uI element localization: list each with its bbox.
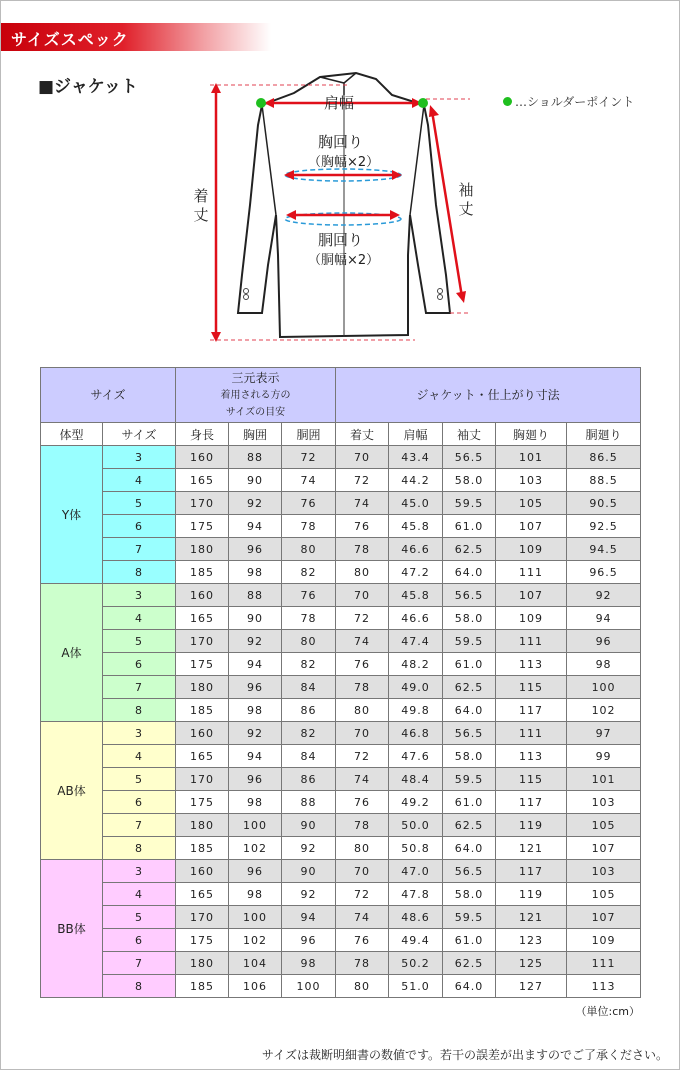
value-cell: 165 xyxy=(176,469,229,492)
value-cell: 106 xyxy=(229,975,282,998)
value-cell: 185 xyxy=(176,699,229,722)
value-cell: 160 xyxy=(176,722,229,745)
value-cell: 72 xyxy=(336,745,389,768)
value-cell: 82 xyxy=(282,653,336,676)
value-cell: 76 xyxy=(336,929,389,952)
table-row xyxy=(41,607,641,630)
value-cell: 59.5 xyxy=(443,768,496,791)
table-row xyxy=(41,630,641,653)
value-cell: 61.0 xyxy=(443,791,496,814)
unit-note: （単位:cm） xyxy=(575,1005,640,1018)
value-cell: 160 xyxy=(176,860,229,883)
value-cell: 62.5 xyxy=(443,538,496,561)
value-cell: 107 xyxy=(567,837,641,860)
value-cell: 51.0 xyxy=(389,975,443,998)
column-header: 胴囲 xyxy=(282,423,336,446)
table-row xyxy=(41,791,641,814)
table-row xyxy=(41,745,641,768)
value-cell: 78 xyxy=(282,515,336,538)
table-row xyxy=(41,722,641,745)
chest-label: 胸回り xyxy=(318,133,364,151)
shoulder-point-dot-icon xyxy=(503,97,512,106)
value-cell: 48.6 xyxy=(389,906,443,929)
value-cell: 88 xyxy=(229,584,282,607)
table-row xyxy=(41,952,641,975)
value-cell: 76 xyxy=(336,653,389,676)
size-cell: 3 xyxy=(103,584,176,607)
value-cell: 90 xyxy=(229,469,282,492)
value-cell: 119 xyxy=(496,814,567,837)
table-row xyxy=(41,515,641,538)
body-type-cell: A体 xyxy=(41,584,103,722)
value-cell: 96 xyxy=(229,676,282,699)
value-cell: 61.0 xyxy=(443,515,496,538)
value-cell: 115 xyxy=(496,676,567,699)
size-cell: 6 xyxy=(103,791,176,814)
value-cell: 90.5 xyxy=(567,492,641,515)
value-cell: 82 xyxy=(282,722,336,745)
table-body xyxy=(41,446,641,998)
table-group-header-row xyxy=(41,368,641,423)
value-cell: 58.0 xyxy=(443,607,496,630)
value-cell: 80 xyxy=(336,699,389,722)
value-cell: 76 xyxy=(336,515,389,538)
value-cell: 58.0 xyxy=(443,745,496,768)
value-cell: 101 xyxy=(567,768,641,791)
value-cell: 170 xyxy=(176,906,229,929)
value-cell: 45.0 xyxy=(389,492,443,515)
value-cell: 100 xyxy=(229,906,282,929)
value-cell: 64.0 xyxy=(443,561,496,584)
value-cell: 105 xyxy=(567,883,641,906)
value-cell: 180 xyxy=(176,814,229,837)
value-cell: 76 xyxy=(282,584,336,607)
value-cell: 84 xyxy=(282,745,336,768)
waist-note: （胴幅×2） xyxy=(308,253,380,268)
size-cell: 4 xyxy=(103,607,176,630)
table-row xyxy=(41,975,641,998)
size-cell: 4 xyxy=(103,745,176,768)
size-cell: 6 xyxy=(103,929,176,952)
size-cell: 3 xyxy=(103,446,176,469)
table-row xyxy=(41,653,641,676)
value-cell: 175 xyxy=(176,929,229,952)
value-cell: 97 xyxy=(567,722,641,745)
value-cell: 92 xyxy=(567,584,641,607)
size-cell: 3 xyxy=(103,860,176,883)
chest-note: （胸幅×2） xyxy=(308,155,380,170)
legend-text: …ショルダーポイント xyxy=(515,95,635,109)
value-cell: 78 xyxy=(336,814,389,837)
value-cell: 50.2 xyxy=(389,952,443,975)
value-cell: 185 xyxy=(176,837,229,860)
value-cell: 105 xyxy=(496,492,567,515)
value-cell: 86 xyxy=(282,768,336,791)
value-cell: 47.2 xyxy=(389,561,443,584)
value-cell: 107 xyxy=(496,515,567,538)
value-cell: 80 xyxy=(336,561,389,584)
value-cell: 82 xyxy=(282,561,336,584)
value-cell: 84 xyxy=(282,676,336,699)
value-cell: 100 xyxy=(229,814,282,837)
table-row xyxy=(41,883,641,906)
table-row xyxy=(41,699,641,722)
value-cell: 45.8 xyxy=(389,584,443,607)
table-row xyxy=(41,492,641,515)
value-cell: 109 xyxy=(496,607,567,630)
value-cell: 47.0 xyxy=(389,860,443,883)
value-cell: 180 xyxy=(176,538,229,561)
column-header: 胸廻り xyxy=(496,423,567,446)
table-row xyxy=(41,538,641,561)
value-cell: 94 xyxy=(567,607,641,630)
value-cell: 90 xyxy=(282,814,336,837)
value-cell: 48.2 xyxy=(389,653,443,676)
value-cell: 98 xyxy=(567,653,641,676)
value-cell: 100 xyxy=(567,676,641,699)
value-cell: 70 xyxy=(336,584,389,607)
header-bar xyxy=(1,23,271,51)
column-header: 着丈 xyxy=(336,423,389,446)
table-row xyxy=(41,768,641,791)
size-cell: 7 xyxy=(103,676,176,699)
value-cell: 43.4 xyxy=(389,446,443,469)
value-cell: 78 xyxy=(336,676,389,699)
size-cell: 7 xyxy=(103,538,176,561)
value-cell: 48.4 xyxy=(389,768,443,791)
value-cell: 180 xyxy=(176,676,229,699)
value-cell: 56.5 xyxy=(443,584,496,607)
value-cell: 46.6 xyxy=(389,538,443,561)
value-cell: 49.4 xyxy=(389,929,443,952)
value-cell: 72 xyxy=(336,883,389,906)
value-cell: 74 xyxy=(336,492,389,515)
value-cell: 102 xyxy=(229,837,282,860)
value-cell: 99 xyxy=(567,745,641,768)
legend xyxy=(503,93,634,110)
waist-label: 胴回り xyxy=(318,231,364,249)
arrow-head-icon xyxy=(429,105,439,117)
value-cell: 74 xyxy=(336,630,389,653)
value-cell: 80 xyxy=(282,538,336,561)
value-cell: 50.8 xyxy=(389,837,443,860)
value-cell: 61.0 xyxy=(443,929,496,952)
value-cell: 92 xyxy=(229,722,282,745)
value-cell: 92 xyxy=(282,837,336,860)
size-spec-table xyxy=(40,367,641,998)
size-cell: 8 xyxy=(103,699,176,722)
value-cell: 98 xyxy=(282,952,336,975)
value-cell: 96 xyxy=(229,860,282,883)
value-cell: 80 xyxy=(282,630,336,653)
size-cell: 8 xyxy=(103,561,176,584)
value-cell: 104 xyxy=(229,952,282,975)
table-row xyxy=(41,469,641,492)
jacket-diagram xyxy=(180,65,500,350)
value-cell: 72 xyxy=(282,446,336,469)
value-cell: 160 xyxy=(176,446,229,469)
value-cell: 98 xyxy=(229,791,282,814)
column-header: 袖丈 xyxy=(443,423,496,446)
value-cell: 92.5 xyxy=(567,515,641,538)
value-cell: 59.5 xyxy=(443,906,496,929)
size-cell: 6 xyxy=(103,515,176,538)
size-cell: 5 xyxy=(103,492,176,515)
value-cell: 70 xyxy=(336,722,389,745)
value-cell: 101 xyxy=(496,446,567,469)
value-cell: 96 xyxy=(229,538,282,561)
size-cell: 3 xyxy=(103,722,176,745)
value-cell: 94 xyxy=(229,745,282,768)
value-cell: 102 xyxy=(567,699,641,722)
body-type-cell: BB体 xyxy=(41,860,103,998)
value-cell: 107 xyxy=(496,584,567,607)
value-cell: 160 xyxy=(176,584,229,607)
value-cell: 46.6 xyxy=(389,607,443,630)
value-cell: 49.0 xyxy=(389,676,443,699)
table-column-header-row xyxy=(41,423,641,446)
value-cell: 98 xyxy=(229,699,282,722)
value-cell: 76 xyxy=(282,492,336,515)
value-cell: 115 xyxy=(496,768,567,791)
value-cell: 70 xyxy=(336,860,389,883)
value-cell: 117 xyxy=(496,791,567,814)
size-cell: 7 xyxy=(103,952,176,975)
value-cell: 86.5 xyxy=(567,446,641,469)
size-cell: 4 xyxy=(103,883,176,906)
value-cell: 98 xyxy=(229,561,282,584)
value-cell: 58.0 xyxy=(443,469,496,492)
value-cell: 102 xyxy=(229,929,282,952)
value-cell: 94 xyxy=(229,515,282,538)
value-cell: 92 xyxy=(229,630,282,653)
value-cell: 49.2 xyxy=(389,791,443,814)
size-cell: 4 xyxy=(103,469,176,492)
value-cell: 74 xyxy=(336,768,389,791)
value-cell: 175 xyxy=(176,515,229,538)
value-cell: 165 xyxy=(176,745,229,768)
value-cell: 103 xyxy=(567,791,641,814)
value-cell: 117 xyxy=(496,860,567,883)
value-cell: 96 xyxy=(282,929,336,952)
value-cell: 170 xyxy=(176,630,229,653)
value-cell: 64.0 xyxy=(443,975,496,998)
shoulder-point-icon xyxy=(256,98,266,108)
value-cell: 90 xyxy=(282,860,336,883)
value-cell: 165 xyxy=(176,607,229,630)
value-cell: 47.6 xyxy=(389,745,443,768)
value-cell: 78 xyxy=(336,538,389,561)
table-row xyxy=(41,676,641,699)
value-cell: 74 xyxy=(336,906,389,929)
size-cell: 7 xyxy=(103,814,176,837)
value-cell: 58.0 xyxy=(443,883,496,906)
size-cell: 8 xyxy=(103,837,176,860)
column-header: 胴廻り xyxy=(567,423,641,446)
length-label: 着 丈 xyxy=(193,187,209,224)
value-cell: 170 xyxy=(176,492,229,515)
size-cell: 5 xyxy=(103,630,176,653)
value-cell: 103 xyxy=(496,469,567,492)
value-cell: 185 xyxy=(176,561,229,584)
value-cell: 111 xyxy=(496,630,567,653)
value-cell: 90 xyxy=(229,607,282,630)
value-cell: 165 xyxy=(176,883,229,906)
value-cell: 117 xyxy=(496,699,567,722)
value-cell: 180 xyxy=(176,952,229,975)
value-cell: 94.5 xyxy=(567,538,641,561)
value-cell: 86 xyxy=(282,699,336,722)
value-cell: 111 xyxy=(496,561,567,584)
value-cell: 175 xyxy=(176,653,229,676)
value-cell: 78 xyxy=(282,607,336,630)
value-cell: 113 xyxy=(567,975,641,998)
value-cell: 72 xyxy=(336,607,389,630)
table-row xyxy=(41,561,641,584)
value-cell: 70 xyxy=(336,446,389,469)
value-cell: 119 xyxy=(496,883,567,906)
value-cell: 111 xyxy=(567,952,641,975)
value-cell: 76 xyxy=(336,791,389,814)
value-cell: 92 xyxy=(229,492,282,515)
value-cell: 185 xyxy=(176,975,229,998)
value-cell: 170 xyxy=(176,768,229,791)
three-dim-group-header: 三元表示 着用される方の サイズの目安 xyxy=(176,368,336,423)
value-cell: 64.0 xyxy=(443,699,496,722)
column-header: 胸囲 xyxy=(229,423,282,446)
value-cell: 80 xyxy=(336,975,389,998)
value-cell: 98 xyxy=(229,883,282,906)
value-cell: 62.5 xyxy=(443,814,496,837)
value-cell: 44.2 xyxy=(389,469,443,492)
value-cell: 88 xyxy=(282,791,336,814)
value-cell: 125 xyxy=(496,952,567,975)
column-header: 肩幅 xyxy=(389,423,443,446)
table-row xyxy=(41,814,641,837)
value-cell: 59.5 xyxy=(443,630,496,653)
value-cell: 113 xyxy=(496,653,567,676)
finished-group-header: ジャケット・仕上がり寸法 xyxy=(336,368,641,423)
value-cell: 78 xyxy=(336,952,389,975)
value-cell: 46.8 xyxy=(389,722,443,745)
value-cell: 88 xyxy=(229,446,282,469)
value-cell: 47.4 xyxy=(389,630,443,653)
shoulder-label: 肩幅 xyxy=(324,94,355,112)
size-cell: 5 xyxy=(103,768,176,791)
column-header: サイズ xyxy=(103,423,176,446)
header-title: サイズスペック xyxy=(11,30,129,49)
value-cell: 105 xyxy=(567,814,641,837)
value-cell: 94 xyxy=(229,653,282,676)
value-cell: 96 xyxy=(229,768,282,791)
body-type-cell: AB体 xyxy=(41,722,103,860)
value-cell: 96 xyxy=(567,630,641,653)
table-row xyxy=(41,860,641,883)
size-group-header: サイズ xyxy=(41,368,176,423)
value-cell: 107 xyxy=(567,906,641,929)
value-cell: 50.0 xyxy=(389,814,443,837)
value-cell: 62.5 xyxy=(443,952,496,975)
size-cell: 6 xyxy=(103,653,176,676)
value-cell: 49.8 xyxy=(389,699,443,722)
value-cell: 56.5 xyxy=(443,860,496,883)
body-type-cell: Y体 xyxy=(41,446,103,584)
value-cell: 94 xyxy=(282,906,336,929)
value-cell: 96.5 xyxy=(567,561,641,584)
value-cell: 92 xyxy=(282,883,336,906)
arrow-head-icon xyxy=(456,291,466,303)
value-cell: 113 xyxy=(496,745,567,768)
section-title: ■ジャケット xyxy=(38,77,138,97)
value-cell: 121 xyxy=(496,837,567,860)
size-cell: 5 xyxy=(103,906,176,929)
value-cell: 72 xyxy=(336,469,389,492)
value-cell: 109 xyxy=(567,929,641,952)
table-row xyxy=(41,837,641,860)
value-cell: 45.8 xyxy=(389,515,443,538)
value-cell: 47.8 xyxy=(389,883,443,906)
table-row xyxy=(41,906,641,929)
value-cell: 103 xyxy=(567,860,641,883)
footer-note: サイズは裁断明細書の数値です。若干の誤差が出ますのでご了承ください。 xyxy=(261,1048,668,1062)
value-cell: 64.0 xyxy=(443,837,496,860)
value-cell: 121 xyxy=(496,906,567,929)
table-row xyxy=(41,929,641,952)
value-cell: 111 xyxy=(496,722,567,745)
value-cell: 74 xyxy=(282,469,336,492)
value-cell: 56.5 xyxy=(443,722,496,745)
value-cell: 100 xyxy=(282,975,336,998)
value-cell: 127 xyxy=(496,975,567,998)
sleeve-label: 袖 丈 xyxy=(458,181,474,218)
value-cell: 56.5 xyxy=(443,446,496,469)
value-cell: 88.5 xyxy=(567,469,641,492)
value-cell: 109 xyxy=(496,538,567,561)
value-cell: 80 xyxy=(336,837,389,860)
column-header: 体型 xyxy=(41,423,103,446)
value-cell: 59.5 xyxy=(443,492,496,515)
column-header: 身長 xyxy=(176,423,229,446)
value-cell: 61.0 xyxy=(443,653,496,676)
table-row xyxy=(41,584,641,607)
size-cell: 8 xyxy=(103,975,176,998)
table-row xyxy=(41,446,641,469)
value-cell: 62.5 xyxy=(443,676,496,699)
value-cell: 123 xyxy=(496,929,567,952)
value-cell: 175 xyxy=(176,791,229,814)
